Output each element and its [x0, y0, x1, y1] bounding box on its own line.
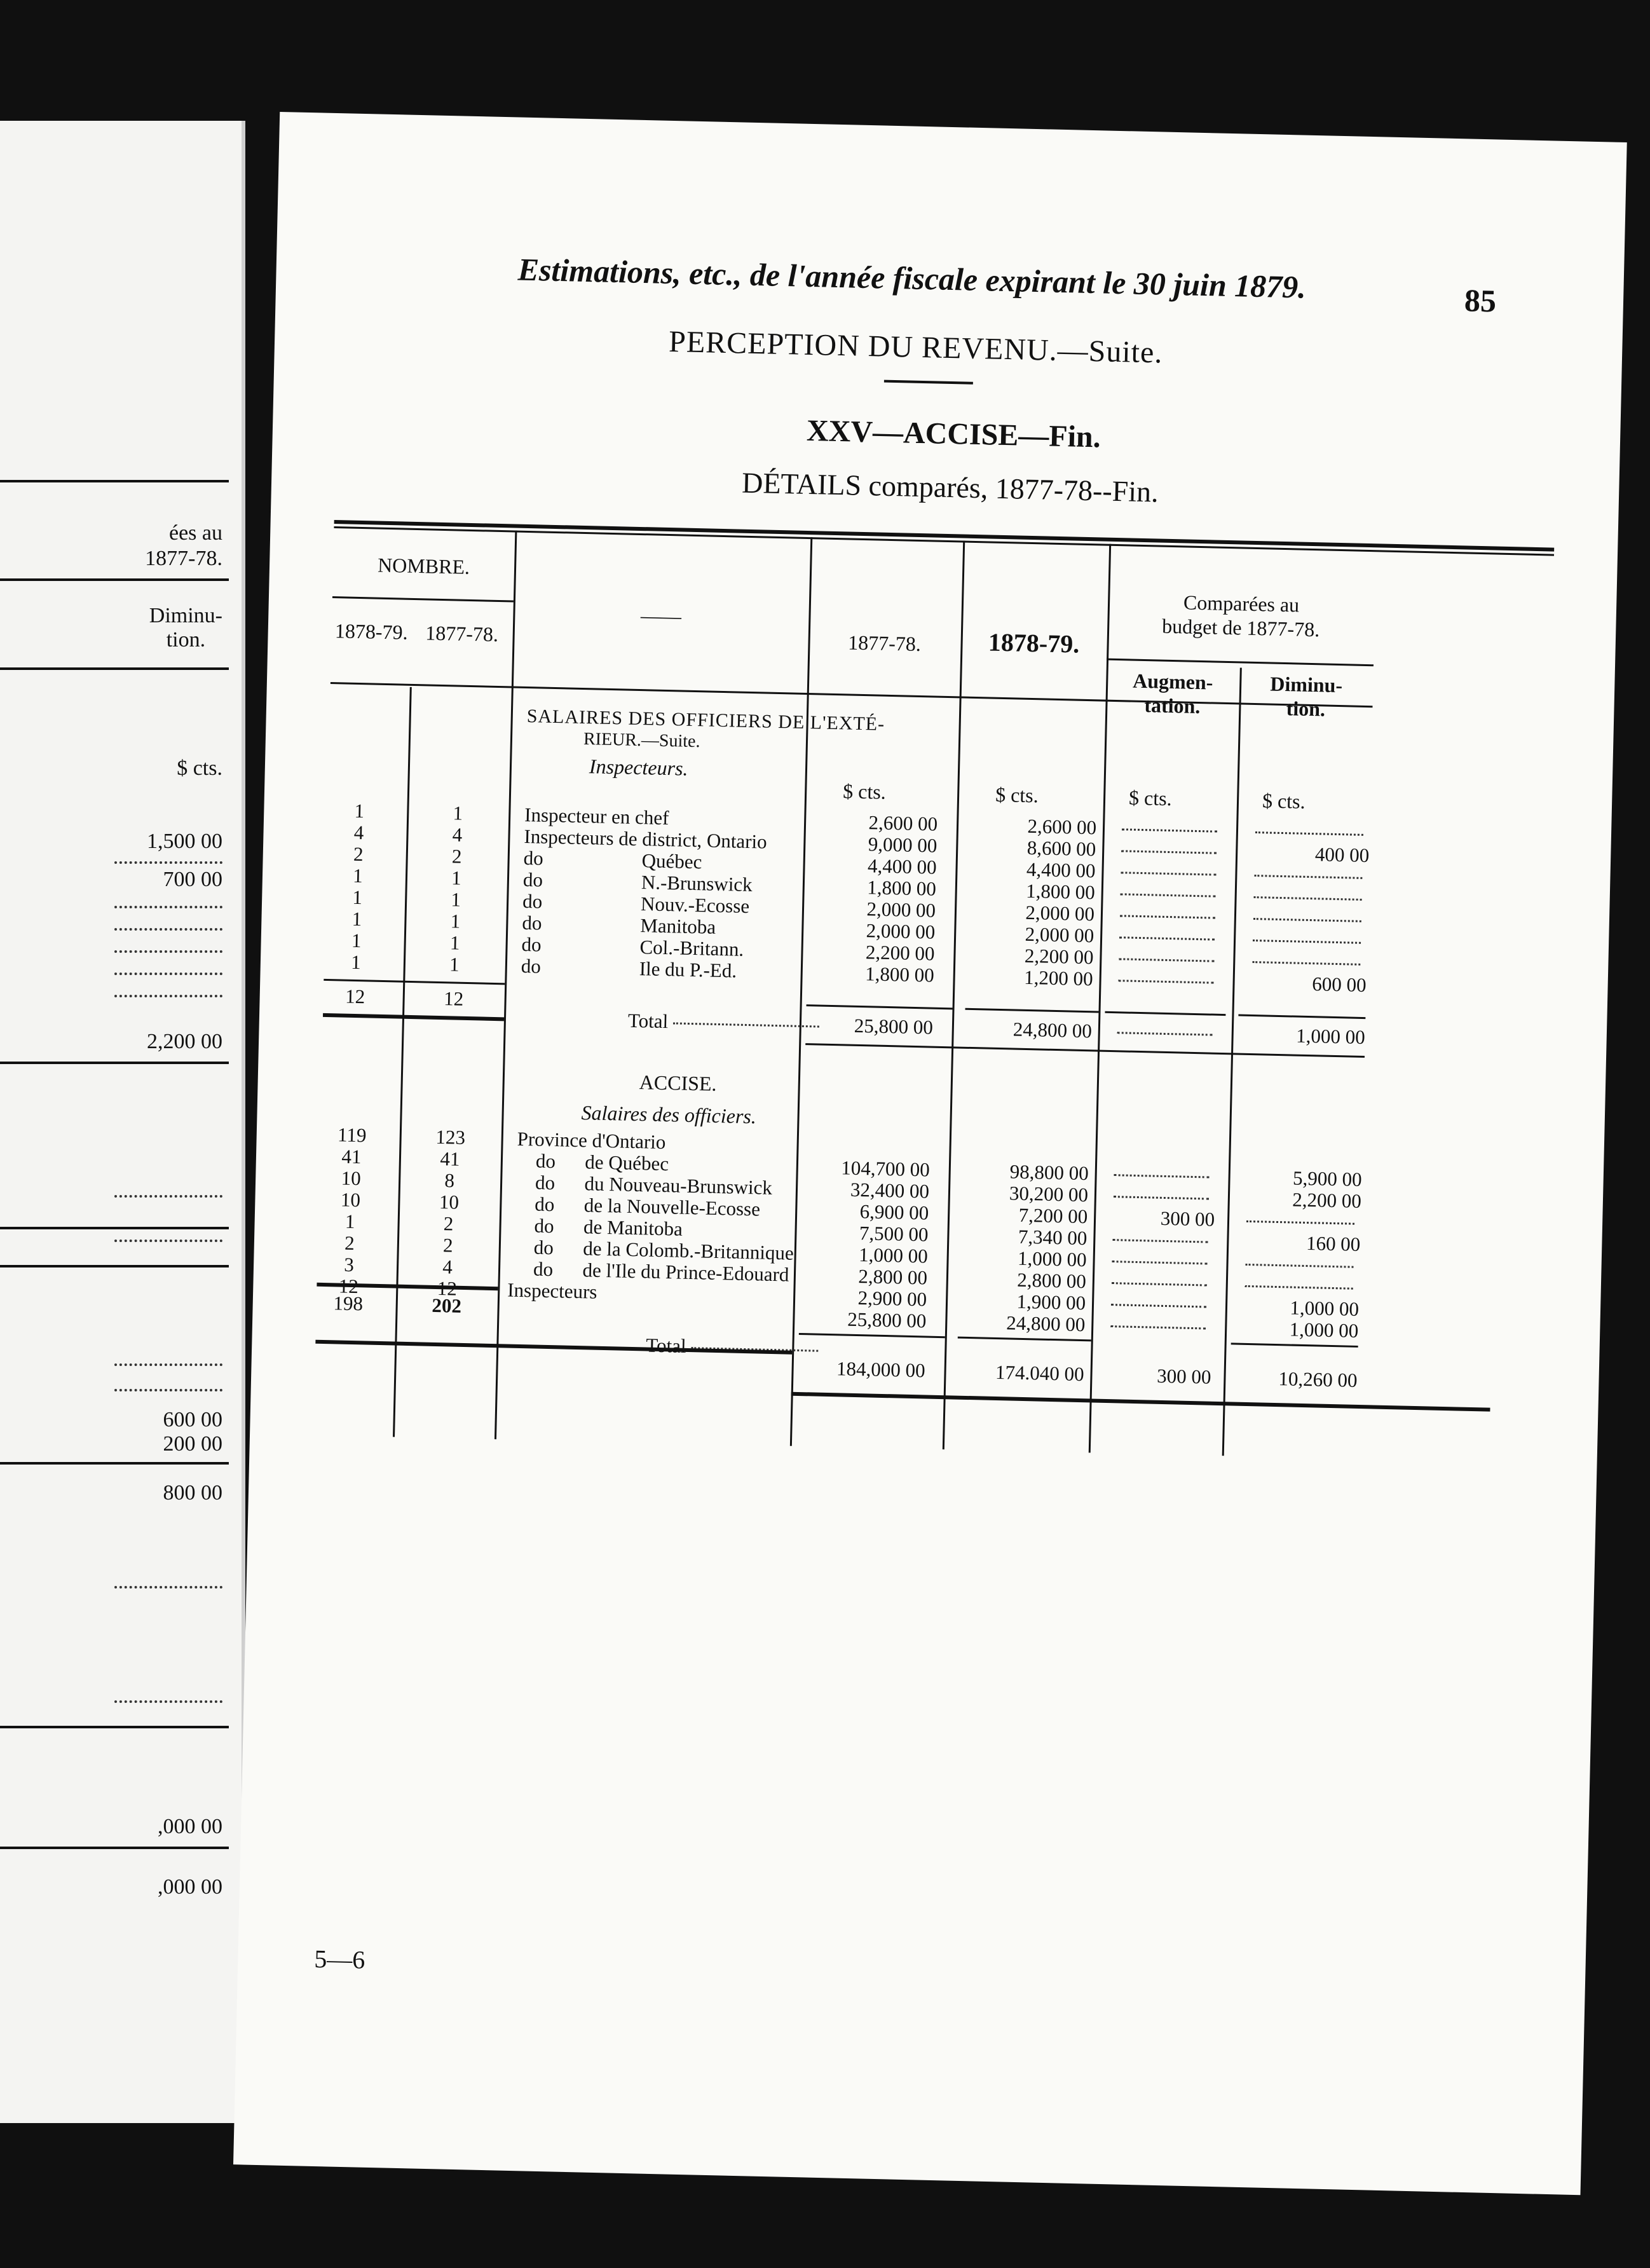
- subsection-title: XXV—ACCISE—Fin.: [806, 413, 1101, 454]
- row-label: do Col.-Britann.: [521, 932, 744, 960]
- count-1878-79: 119: [337, 1123, 367, 1147]
- left-value: 800 00: [163, 1481, 222, 1505]
- left-rule: [0, 480, 229, 482]
- dot-leader: [1121, 850, 1217, 854]
- count-1877-78: 10: [439, 1191, 460, 1213]
- count-1877-78: 8: [444, 1169, 455, 1192]
- value-1877-78: 2,600 00: [868, 811, 938, 835]
- left-rule: [0, 1227, 229, 1229]
- left-dots: [114, 1700, 222, 1703]
- row-label: do Québec: [523, 846, 702, 873]
- value-diminution: 5,900 00: [1292, 1166, 1363, 1191]
- dot-leader: [1255, 831, 1363, 836]
- document-page: [233, 112, 1627, 2195]
- count-1877-78: 1: [449, 931, 460, 954]
- row-label: Province d'Ontario: [517, 1127, 666, 1154]
- left-header-1: ées au: [168, 521, 222, 545]
- header-diminution: Diminu- tion.: [1269, 672, 1343, 721]
- left-dots: [114, 973, 222, 975]
- dot-leader: [1254, 896, 1362, 901]
- header-nombre: NOMBRE.: [377, 553, 470, 578]
- dot-leader: [1122, 828, 1217, 832]
- dot-leader: [1121, 893, 1216, 897]
- dot-leader: [1254, 875, 1362, 879]
- value-1877-78: 2,000 00: [866, 898, 936, 922]
- dot-leader: [1117, 1032, 1213, 1035]
- value-1877-78: 9,000 00: [868, 833, 938, 857]
- estimates-table: [313, 520, 1554, 1463]
- value-1878-79: 7,340 00: [1018, 1225, 1088, 1250]
- row-label: do Ile du P.-Ed.: [521, 954, 737, 982]
- count-1878-79: 4: [353, 821, 364, 844]
- count-1877-78: 1: [450, 910, 461, 932]
- dot-leader: [1253, 939, 1361, 944]
- value-1878-79: 1,200 00: [1023, 966, 1094, 990]
- left-value: 1,500 00: [147, 830, 222, 853]
- title-rule: [884, 380, 973, 385]
- dot-leader: [1119, 980, 1214, 983]
- count-1877-78: 1: [451, 866, 462, 889]
- dot-leader: [1120, 915, 1215, 919]
- total-1878-79: 174.040 00: [995, 1361, 1084, 1386]
- value-1877-78: 2,200 00: [865, 941, 935, 965]
- total-label: [628, 1010, 820, 1036]
- left-value: ,000 00: [158, 1875, 222, 1899]
- section1-title-cont: RIEUR.—Suite.: [583, 729, 700, 752]
- dot-leader: [1112, 1260, 1208, 1264]
- total-augmentation: 300 00: [1156, 1364, 1211, 1388]
- currency-label: $ cts.: [1262, 789, 1306, 813]
- row-label: Inspecteurs: [507, 1278, 597, 1303]
- page-number: 85: [1464, 282, 1497, 319]
- count-1877-78: 1: [453, 802, 463, 824]
- count-total-1878-79: 12: [344, 985, 365, 1008]
- value-diminution: 2,200 00: [1292, 1188, 1362, 1212]
- count-1878-79: 3: [344, 1253, 355, 1276]
- header-augmentation: Augmen- tation.: [1132, 669, 1213, 718]
- left-rule: [0, 1726, 229, 1728]
- count-1878-79: 10: [341, 1166, 362, 1190]
- page-footer: 5—6: [313, 1944, 365, 1974]
- count-1878-79: 1: [352, 885, 363, 909]
- count-1877-78: 4: [442, 1255, 453, 1278]
- count-total-1877-78: 202: [432, 1294, 462, 1317]
- currency-label: $ cts.: [1128, 786, 1173, 810]
- left-dots: [114, 995, 222, 997]
- row-label: Inspecteurs de district, Ontario: [524, 824, 768, 853]
- section1-title: SALAIRES DES OFFICIERS DE L'EXTÉ-: [526, 706, 885, 735]
- left-dots: [114, 1240, 222, 1242]
- count-1878-79: 1: [352, 864, 364, 887]
- left-value: 600 00: [163, 1408, 222, 1431]
- left-rule: [0, 1265, 229, 1267]
- left-currency: $ cts.: [177, 756, 222, 780]
- value-1877-78: 32,400 00: [850, 1178, 930, 1203]
- value-diminution: 1,000 00: [1289, 1318, 1359, 1342]
- row-label: do N.-Brunswick: [522, 868, 753, 896]
- count-1878-79: 2: [344, 1231, 355, 1255]
- table-top-rule: [334, 520, 1555, 552]
- left-rule: [0, 1462, 229, 1465]
- count-total-1878-79: 198: [333, 1292, 364, 1315]
- left-value: 700 00: [163, 868, 222, 891]
- value-1877-78: 4,400 00: [867, 854, 937, 878]
- left-value: 2,200 00: [147, 1030, 222, 1053]
- value-1878-79: 8,600 00: [1026, 836, 1096, 861]
- dot-leader: [1112, 1282, 1207, 1286]
- header-rule: [1107, 659, 1374, 667]
- value-1878-79: 1,800 00: [1025, 879, 1096, 904]
- count-1878-79: 1: [351, 929, 362, 952]
- header-year-1877-78: 1877-78.: [425, 621, 499, 646]
- left-dots: [114, 950, 222, 953]
- left-rule: [0, 578, 229, 581]
- value-diminution: 1,000 00: [1290, 1296, 1360, 1320]
- dot-leader: [1119, 958, 1214, 962]
- value-1878-79: 1,000 00: [1017, 1247, 1088, 1271]
- row-label: do du Nouveau-Brunswick: [535, 1171, 773, 1199]
- dot-leader: [1246, 1220, 1354, 1225]
- left-rule: [0, 1847, 229, 1849]
- row-label: do de Québec: [535, 1149, 669, 1175]
- value-1878-79: 98,800 00: [1009, 1160, 1089, 1185]
- value-1878-79: 2,200 00: [1024, 944, 1094, 969]
- section2-title: ACCISE.: [639, 1070, 717, 1095]
- count-1878-79: 2: [353, 842, 364, 866]
- value-1878-79: 2,800 00: [1016, 1268, 1087, 1293]
- section-title: PERCEPTION DU REVENU.—Suite.: [668, 324, 1163, 370]
- count-1877-78: 123: [435, 1125, 466, 1149]
- left-header-2: 1877-78.: [145, 547, 222, 570]
- left-column-header: Diminu- tion.: [149, 604, 222, 652]
- value-1877-78: 1,000 00: [858, 1243, 929, 1267]
- dot-leader: [1245, 1264, 1353, 1268]
- value-1878-79: 7,200 00: [1018, 1203, 1088, 1228]
- left-page-fragment: [0, 121, 245, 2123]
- total-1877-78: 25,800 00: [854, 1014, 934, 1039]
- left-rule: [0, 1062, 229, 1064]
- row-label: do Manitoba: [522, 911, 716, 938]
- row-label: do de Manitoba: [534, 1214, 683, 1240]
- dot-leader: [1252, 961, 1360, 966]
- left-dots: [114, 861, 222, 864]
- count-1877-78: 12: [437, 1277, 458, 1300]
- count-1878-79: 10: [340, 1188, 361, 1212]
- value-1877-78: 104,700 00: [840, 1156, 931, 1181]
- subtotal-rule: [958, 1337, 1091, 1342]
- value-diminution: 400 00: [1314, 843, 1370, 867]
- count-1877-78: 41: [440, 1147, 460, 1170]
- left-value: 200 00: [163, 1432, 222, 1456]
- count-1877-78: 2: [443, 1212, 454, 1235]
- dot-leader: [1114, 1196, 1209, 1199]
- dot-leader: [1253, 918, 1361, 922]
- count-1878-79: 12: [338, 1274, 359, 1298]
- row-label: do de la Colomb.-Britannique: [533, 1236, 794, 1264]
- value-1878-79: 30,200 00: [1009, 1182, 1089, 1206]
- total-1878-79: 24,800 00: [1012, 1018, 1093, 1042]
- row-label: do de la Nouvelle-Ecosse: [535, 1192, 761, 1220]
- count-total-1877-78: 12: [443, 987, 464, 1010]
- dot-leader: [673, 1023, 819, 1028]
- header-year-1878-79: 1878-79.: [334, 619, 408, 644]
- total-label-text: Total: [627, 1009, 669, 1033]
- value-1878-79: 2,600 00: [1027, 814, 1097, 839]
- header-1878-79-values: 1878-79.: [988, 627, 1080, 659]
- header-comparees: Comparées au budget de 1877-78.: [1161, 591, 1320, 641]
- total-diminution: 1,000 00: [1295, 1024, 1366, 1049]
- count-subtotal-rule: [324, 979, 505, 985]
- column-rule: [393, 687, 412, 1437]
- header-description: ——: [640, 604, 682, 628]
- section2-subtitle: Salaires des officiers.: [581, 1101, 757, 1128]
- count-1878-79: 1: [354, 799, 365, 823]
- left-dots: [114, 1389, 222, 1391]
- dot-leader: [1112, 1239, 1208, 1243]
- left-rule: [0, 667, 229, 670]
- value-1877-78: 1,800 00: [866, 876, 937, 900]
- row-label: do de l'Ile du Prince-Edouard: [533, 1257, 789, 1286]
- currency-label: $ cts.: [842, 779, 887, 803]
- table-caption: DÉTAILS comparés, 1877-78--Fin.: [741, 466, 1159, 509]
- left-dots: [114, 1586, 222, 1588]
- count-1878-79: 1: [344, 1210, 355, 1233]
- value-1878-79: 24,800 00: [1006, 1311, 1086, 1336]
- count-1878-79: 41: [341, 1145, 362, 1168]
- count-1877-78: 2: [442, 1234, 454, 1257]
- value-diminution: 600 00: [1311, 973, 1367, 997]
- left-dots: [114, 928, 222, 931]
- count-1877-78: 1: [451, 888, 461, 911]
- value-diminution: 160 00: [1306, 1232, 1361, 1255]
- left-dots: [114, 1195, 222, 1198]
- subtotal-rule: [1231, 1342, 1358, 1348]
- count-1878-79: 1: [351, 907, 362, 931]
- value-1877-78: 25,800 00: [847, 1308, 927, 1332]
- section1-subtitle: Inspecteurs.: [589, 755, 688, 780]
- value-1878-79: 2,000 00: [1025, 901, 1095, 926]
- table-bottom-rule: [791, 1392, 1490, 1412]
- dot-leader: [1245, 1285, 1353, 1290]
- value-1877-78: 2,000 00: [866, 919, 936, 943]
- dot-leader: [1114, 1174, 1210, 1178]
- subtotal-rule: [799, 1333, 945, 1338]
- value-augmentation: 300 00: [1160, 1206, 1215, 1231]
- row-label: Inspecteur en chef: [524, 803, 669, 830]
- dot-leader: [1111, 1304, 1206, 1308]
- running-head: Estimations, etc., de l'année fiscale expirant le 30 juin 1879.: [517, 251, 1307, 305]
- left-value: ,000 00: [158, 1815, 222, 1838]
- value-1877-78: 6,900 00: [859, 1200, 929, 1224]
- header-1877-78-values: 1877-78.: [847, 631, 922, 656]
- currency-label: $ cts.: [995, 782, 1039, 807]
- value-1877-78: 2,800 00: [858, 1265, 928, 1289]
- count-1877-78: 2: [451, 845, 462, 868]
- count-1877-78: 4: [452, 823, 463, 846]
- left-dots: [114, 1363, 222, 1366]
- header-rule: [332, 596, 514, 602]
- total-1877-78: 184,000 00: [836, 1357, 926, 1382]
- dot-leader: [1119, 936, 1215, 940]
- dot-leader: [1121, 871, 1216, 875]
- value-1877-78: 7,500 00: [859, 1222, 929, 1246]
- count-1878-79: 1: [350, 950, 362, 974]
- value-1878-79: 2,000 00: [1025, 922, 1094, 947]
- row-label: do Nouv.-Ecosse: [522, 889, 750, 918]
- value-1878-79: 4,400 00: [1026, 857, 1096, 882]
- total-diminution: 10,260 00: [1278, 1367, 1358, 1391]
- left-dots: [114, 906, 222, 908]
- value-1878-79: 1,900 00: [1016, 1290, 1086, 1315]
- value-1877-78: 2,900 00: [857, 1287, 927, 1311]
- value-1877-78: 1,800 00: [864, 962, 935, 987]
- total-label-text: Total: [646, 1334, 687, 1357]
- count-1877-78: 1: [449, 953, 460, 976]
